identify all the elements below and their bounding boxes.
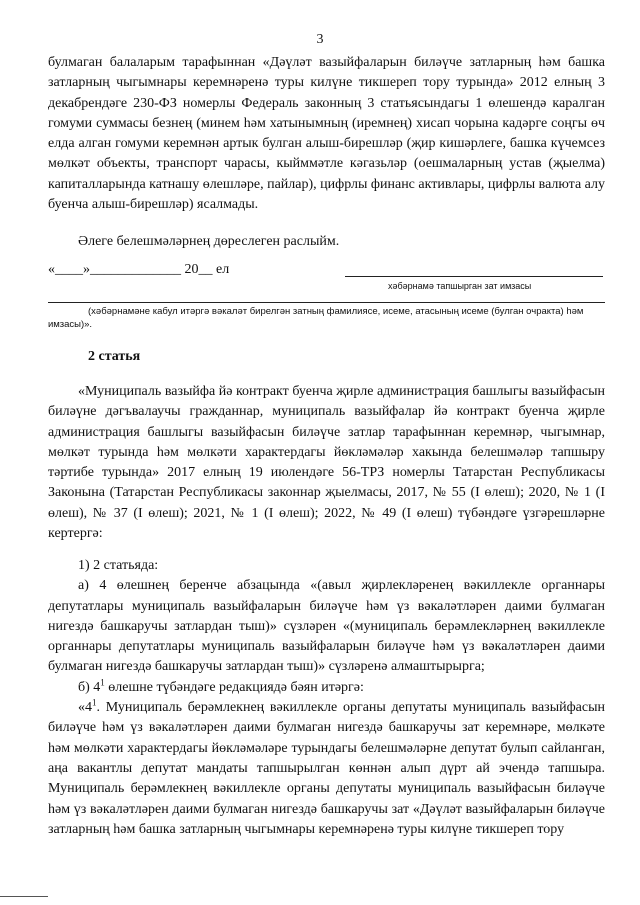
confirm-text: Әлеге белешмәләрнең дөреслеген раслыйм. — [78, 234, 340, 249]
footnote-line — [48, 302, 605, 303]
signature-row — [48, 262, 605, 302]
date-field: «____»_____________ 20__ ел — [48, 262, 230, 277]
signature-line — [345, 276, 603, 277]
paragraph-top-text: булмаган балаларым тарафыннан «Дәүләт вазыйфаларын биләүче затларның һәм башка затларның чыгымнары керемнәренә туры килүне тикшереп тору турында» 2012 елның 3 декабрендәге 230-ФЗ номерлы Федераль законның 3 статьясындагы 1 өлешендә каралган гомуми суммасы безнең (минем һәм хатынымның (иремнең) хисап чорына кадәрге соңгы өч елда алган гомуми керемнән артык булган алыш-бирешләр (җир кишәрлеге, башка күчемсез мөлкәт объекты, транспорт чарасы, кыйммәтле кәгазьләр (оешмаларның устав (җыелма) капиталларында катнашу өлешләре, пайлар), цифрлы финанс активлары, цифрлы валюта алу буенча алыш-бирешләр) ясалмады. — [48, 55, 605, 213]
item-1: 1) 2 статьяда: — [78, 558, 159, 573]
confirm-block — [48, 232, 605, 252]
item-b: б) $4^1$ өлешне түбәндәге редакциядә бәян итәргә: — [78, 677, 364, 695]
quote-paragraph: «$4^1$. Муниципаль берәмлекнең вәкиллекле органы депутаты муниципаль вазыйфасын биләүче һәм үз вәкаләтләрен даими булмаган нигездә башкаручы зат керемнәре, мөлкәте һәм мөлкәти характердагы йөкләмәләре турындагы белешмәләрне депутат булып сайланган, аңа вакантлы депутат мандаты тапшырылган көннән алып дүрт ай эчендә тапшыра. Муниципаль берәмлекнең вәкиллекле органы депутаты муниципаль вазыйфасын биләүче һәм үз вәкаләтләрен даими булмаган нигездә башкаручы зат «Дәүләт вазыйфаларын биләүче затларның һәм башка затларның чыгымнары керемнәренә туры килүне тикшереп тору — [48, 697, 605, 837]
paragraph-top — [48, 53, 605, 215]
paragraph-intro — [48, 382, 605, 544]
bottom-left-rule — [0, 896, 48, 897]
section-heading: 2 статья — [88, 349, 141, 364]
footnote: (хәбәрнамәне кабул итәргә вәкаләт бирелгән затның фамилиясе, исеме, атасының исеме (булган очракта) һәм имзасы)». — [48, 306, 584, 330]
amendments-block — [48, 556, 605, 840]
item-a: а) 4 өлешнең беренче абзацында «(авыл җирлекләренең вәкиллекле органнары депутатлары муниципаль вазыйфаларын биләүче һәм үз вәкаләтләрен даими булмаган нигездә башкаручы затлардан тыш)» сүзләрен «(муниципаль берәмлекләрнең вәкиллекле органнары депутатлары муниципаль вазыйфаларын биләүче һәм үз вәкаләтләрен даими булмаган нигездә башкаручы затлардан тыш)» сүзләренә алмаштырырга; — [48, 578, 605, 675]
paragraph-intro-text: «Муниципаль вазыйфа йә контракт буенча җирле администрация башлыгы вазыйфасын биләүне дәгъвалаучы гражданнар, муниципаль вазыйфалар йә контракт буенча җирле администрация башлыгы вазыйфасын биләүче затлар тарафыннан керемнәр, чыгымнар, мөлкәт турында һәм мөлкәти характердагы йөкләмәләр хакында белешмәләр тапшыру тәртибе турында» 2017 елның 19 июлендәге 56-ТРЗ номерлы Татарстан Республикасы Законына (Татарстан Республикасы законнар җыелмасы, 2017, № 55 (I өлеш); 2020, № 1 (I өлеш), № 37 (I өлеш); 2021, № 1 (I өлеш); 2022, № 49 (I өлеш) түбәндәге үзгәрешләрне кертергә: — [48, 384, 605, 542]
page-number: 3 — [316, 32, 324, 47]
signature-label: хәбәрнамә тапшырган зат имзасы — [388, 281, 532, 291]
